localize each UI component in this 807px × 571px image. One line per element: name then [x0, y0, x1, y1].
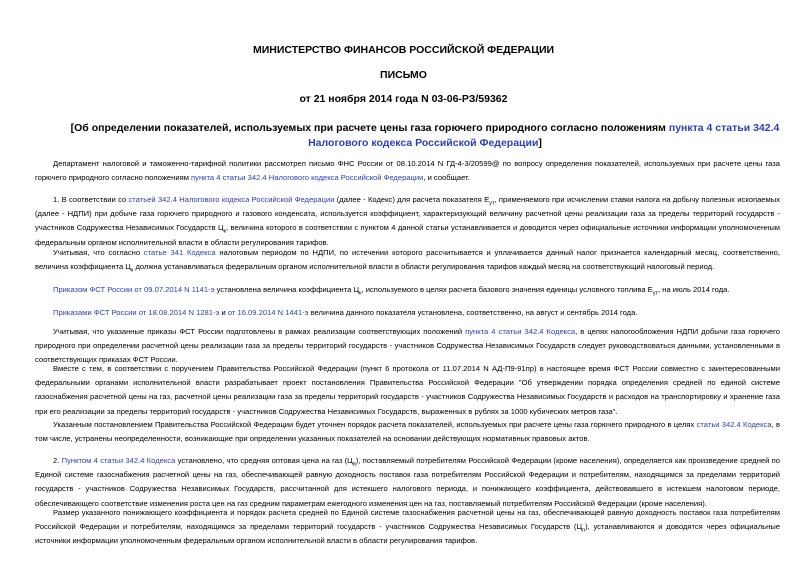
text: , в том числе, устранены неопределенности, возникающие при определении указанных показателей на основании действующих нормативных правовых актов.	[35, 420, 780, 444]
paragraph-2	[35, 246, 780, 274]
ministry-name: МИНИСТЕРСТВО ФИНАНСОВ РОССИЙСКОЙ ФЕДЕРАЦИИ	[252, 44, 555, 56]
subscript: ут	[652, 290, 659, 297]
subscript: ут	[489, 200, 495, 207]
text: Учитывая, что указанные приказы ФСТ России подготовлены в рамках реализации соответствующих положений	[53, 327, 466, 336]
paragraph-7	[35, 418, 780, 446]
text: должна устанавливаться федеральным органом исполнительной власти в области регулирования тарифов каждый месяц на соответствующий налоговый период.	[133, 262, 715, 272]
text: установлена величина коэффициента Ц	[214, 285, 360, 294]
text: установлено, что средняя оптовая цена на газ (Ц	[175, 456, 353, 465]
link-order-1141[interactable]: Приказом ФСТ России от 09.07.2014 N 1141-э	[53, 285, 215, 294]
link-order-1281[interactable]: Приказами ФСТ России от 18.08.2014 N 1281-э	[53, 308, 220, 317]
text: и	[219, 308, 228, 317]
link-article-342-4-clause-4[interactable]: пункта 4 статьи 342.4 Кодекса	[465, 327, 576, 336]
link-article-342-4-clause-4[interactable]: Пунктом 4 статьи 342.4 Кодекса	[61, 456, 176, 465]
text: величина данного показателя установлена, соответственно, на август и сентябрь 2014 года.	[308, 308, 638, 317]
text: Вместе с тем, в соответствии с поручением Правительства Российской Федерации (пункт 6 протокола от 11.07.2014 N АД-П9-91пр) в настоящее время ФСТ России совместно с заинтересованными федеральными органами исполнительной власти разрабатывает проект постановления Правительства Российской Федерации "Об утверждении порядка определения средней по единой системе газоснабжения расчетной цены на газ, расчетной цены реализации газа за пределы территорий государств - участников Содружества Независимых Государств и расходов на транспортировку и хранение газа при его реализации за пределы территорий государств - участников Содружества Независимых Государств, выраженных в рублях за 1000 кубических метров газа".	[35, 364, 780, 416]
paragraph-9	[35, 506, 780, 549]
subscript: к	[130, 267, 134, 274]
subscript: к	[359, 290, 362, 297]
text: 2.	[53, 456, 62, 465]
title-text-start: [Об определении показателей, используемых при расчете цены газа горючего природного согласно положениям	[70, 122, 669, 134]
paragraph-intro	[35, 157, 780, 185]
text: Указанным постановлением Правительства Российской Федерации будет уточнен порядок расчета показателей, используемых при расчете цены газа горючего природного в целях	[53, 420, 697, 429]
title-link-article-342-4[interactable]: пункта 4 статьи 342.4 Налогового кодекса Российской Федерации	[308, 122, 780, 149]
document-date-number: от 21 ноября 2014 года N 03-06-РЗ/59362	[299, 93, 508, 105]
title-text-end: ]	[538, 137, 542, 149]
text: , и сообщает.	[423, 173, 470, 183]
text: 1. В соответствии со	[53, 195, 129, 204]
link-article-342-4-clause-4[interactable]: пункта 4 статьи 342.4 Налогового кодекса Российской Федерации	[191, 173, 424, 183]
text: ), устанавливаются и доводятся через официальные источники информации уполномоченным федеральным органом исполнительной власти в области регулирования тарифов.	[35, 522, 780, 546]
paragraph-4	[35, 306, 780, 320]
text: (далее - Кодекс) для расчета показателя Е	[334, 195, 490, 204]
text: Учитывая, что согласно	[53, 248, 144, 257]
text: Департамент налоговой и таможенно-тарифной политики рассмотрел письмо ФНС России от 08.10.2014 N ГД-4-3/20599@ по вопросу определения показателей, используемых при расчете цены газа горючего природного согласно положениям	[35, 159, 780, 183]
paragraph-3	[35, 283, 780, 297]
text: , в целях налогообложения НДПИ добычи газа горючего природного при определении расчетной цены реализации газа за пределы территорий государств - участников Содружества Независимых Государств следует руководствоваться данными, установленными в соответствующих приказах ФСТ России.	[35, 327, 780, 365]
link-order-1441[interactable]: от 16.09.2014 N 1441-э	[227, 308, 309, 317]
link-article-342-4[interactable]: статьей 342.4 Налогового кодекса Российской Федерации	[128, 195, 335, 204]
text: , применяемого при исчислении ставки налога на добычу полезных ископаемых (далее - НДПИ) при добыче газа горючего природного и газового конденсата, используется коэффициент, характеризующий величину расчетной цены реализации газа за пределы территорий государств - участников Содружества Независимых Государств Ц	[35, 195, 780, 233]
text: ), поставляемый потребителям Российской Федерации (кроме населения), определяется как произведение средней по Единой системе газоснабжения расчетной цены на газ, обеспечивающей равную доходность поставок газа потребителям Российской Федерации и потребителям, находящимся за пределами территорий государств - участников Содружества Независимых Государств, рассчитанной для истекшего налогового периода, и понижающего коэффициента, действовавшего в истекшем налоговом периоде, обеспечивающего соответствие изменения роста цен на газ средним параметрам ежегодного изменения цен на газ, поставляемый потребителям Российской Федерации (кроме населения).	[35, 456, 781, 508]
subscript: п	[582, 527, 586, 534]
document-title	[45, 121, 805, 151]
text: , используемого в целях расчета базового значения единицы условного топлива Е	[361, 285, 653, 294]
paragraph-6	[35, 362, 780, 419]
link-article-341[interactable]: статье 341 Кодекса	[143, 248, 216, 257]
text: Размер указанного понижающего коэффициента и порядок расчета средней по Единой системе газоснабжения расчетной цены на газ, обеспечивающей равную доходность поставок газа потребителям Российской Федерации и потребителям, находящимся за пределами территорий государств - участников Содружества Независимых Государств (Ц	[35, 508, 780, 532]
paragraph-1	[35, 193, 780, 250]
link-article-342-4[interactable]: статьи 342.4 Кодекса	[696, 420, 772, 429]
subscript: в	[352, 461, 356, 468]
text: , величина которого в соответствии с пунктом 4 данной статьи устанавливается и доводится через официальные источники информации уполномоченным федеральным органом исполнительной власти в области регулирования тарифов.	[35, 223, 781, 247]
subscript: к	[223, 228, 227, 235]
text: налоговым периодом по НДПИ, по истечении которого рассчитывается и уплачивается данный налог признается календарный месяц, соответственно, величина коэффициента Ц	[35, 248, 780, 272]
document-type: ПИСЬМО	[380, 69, 427, 81]
paragraph-8	[35, 454, 780, 511]
text: , на июль 2014 года.	[658, 285, 730, 294]
